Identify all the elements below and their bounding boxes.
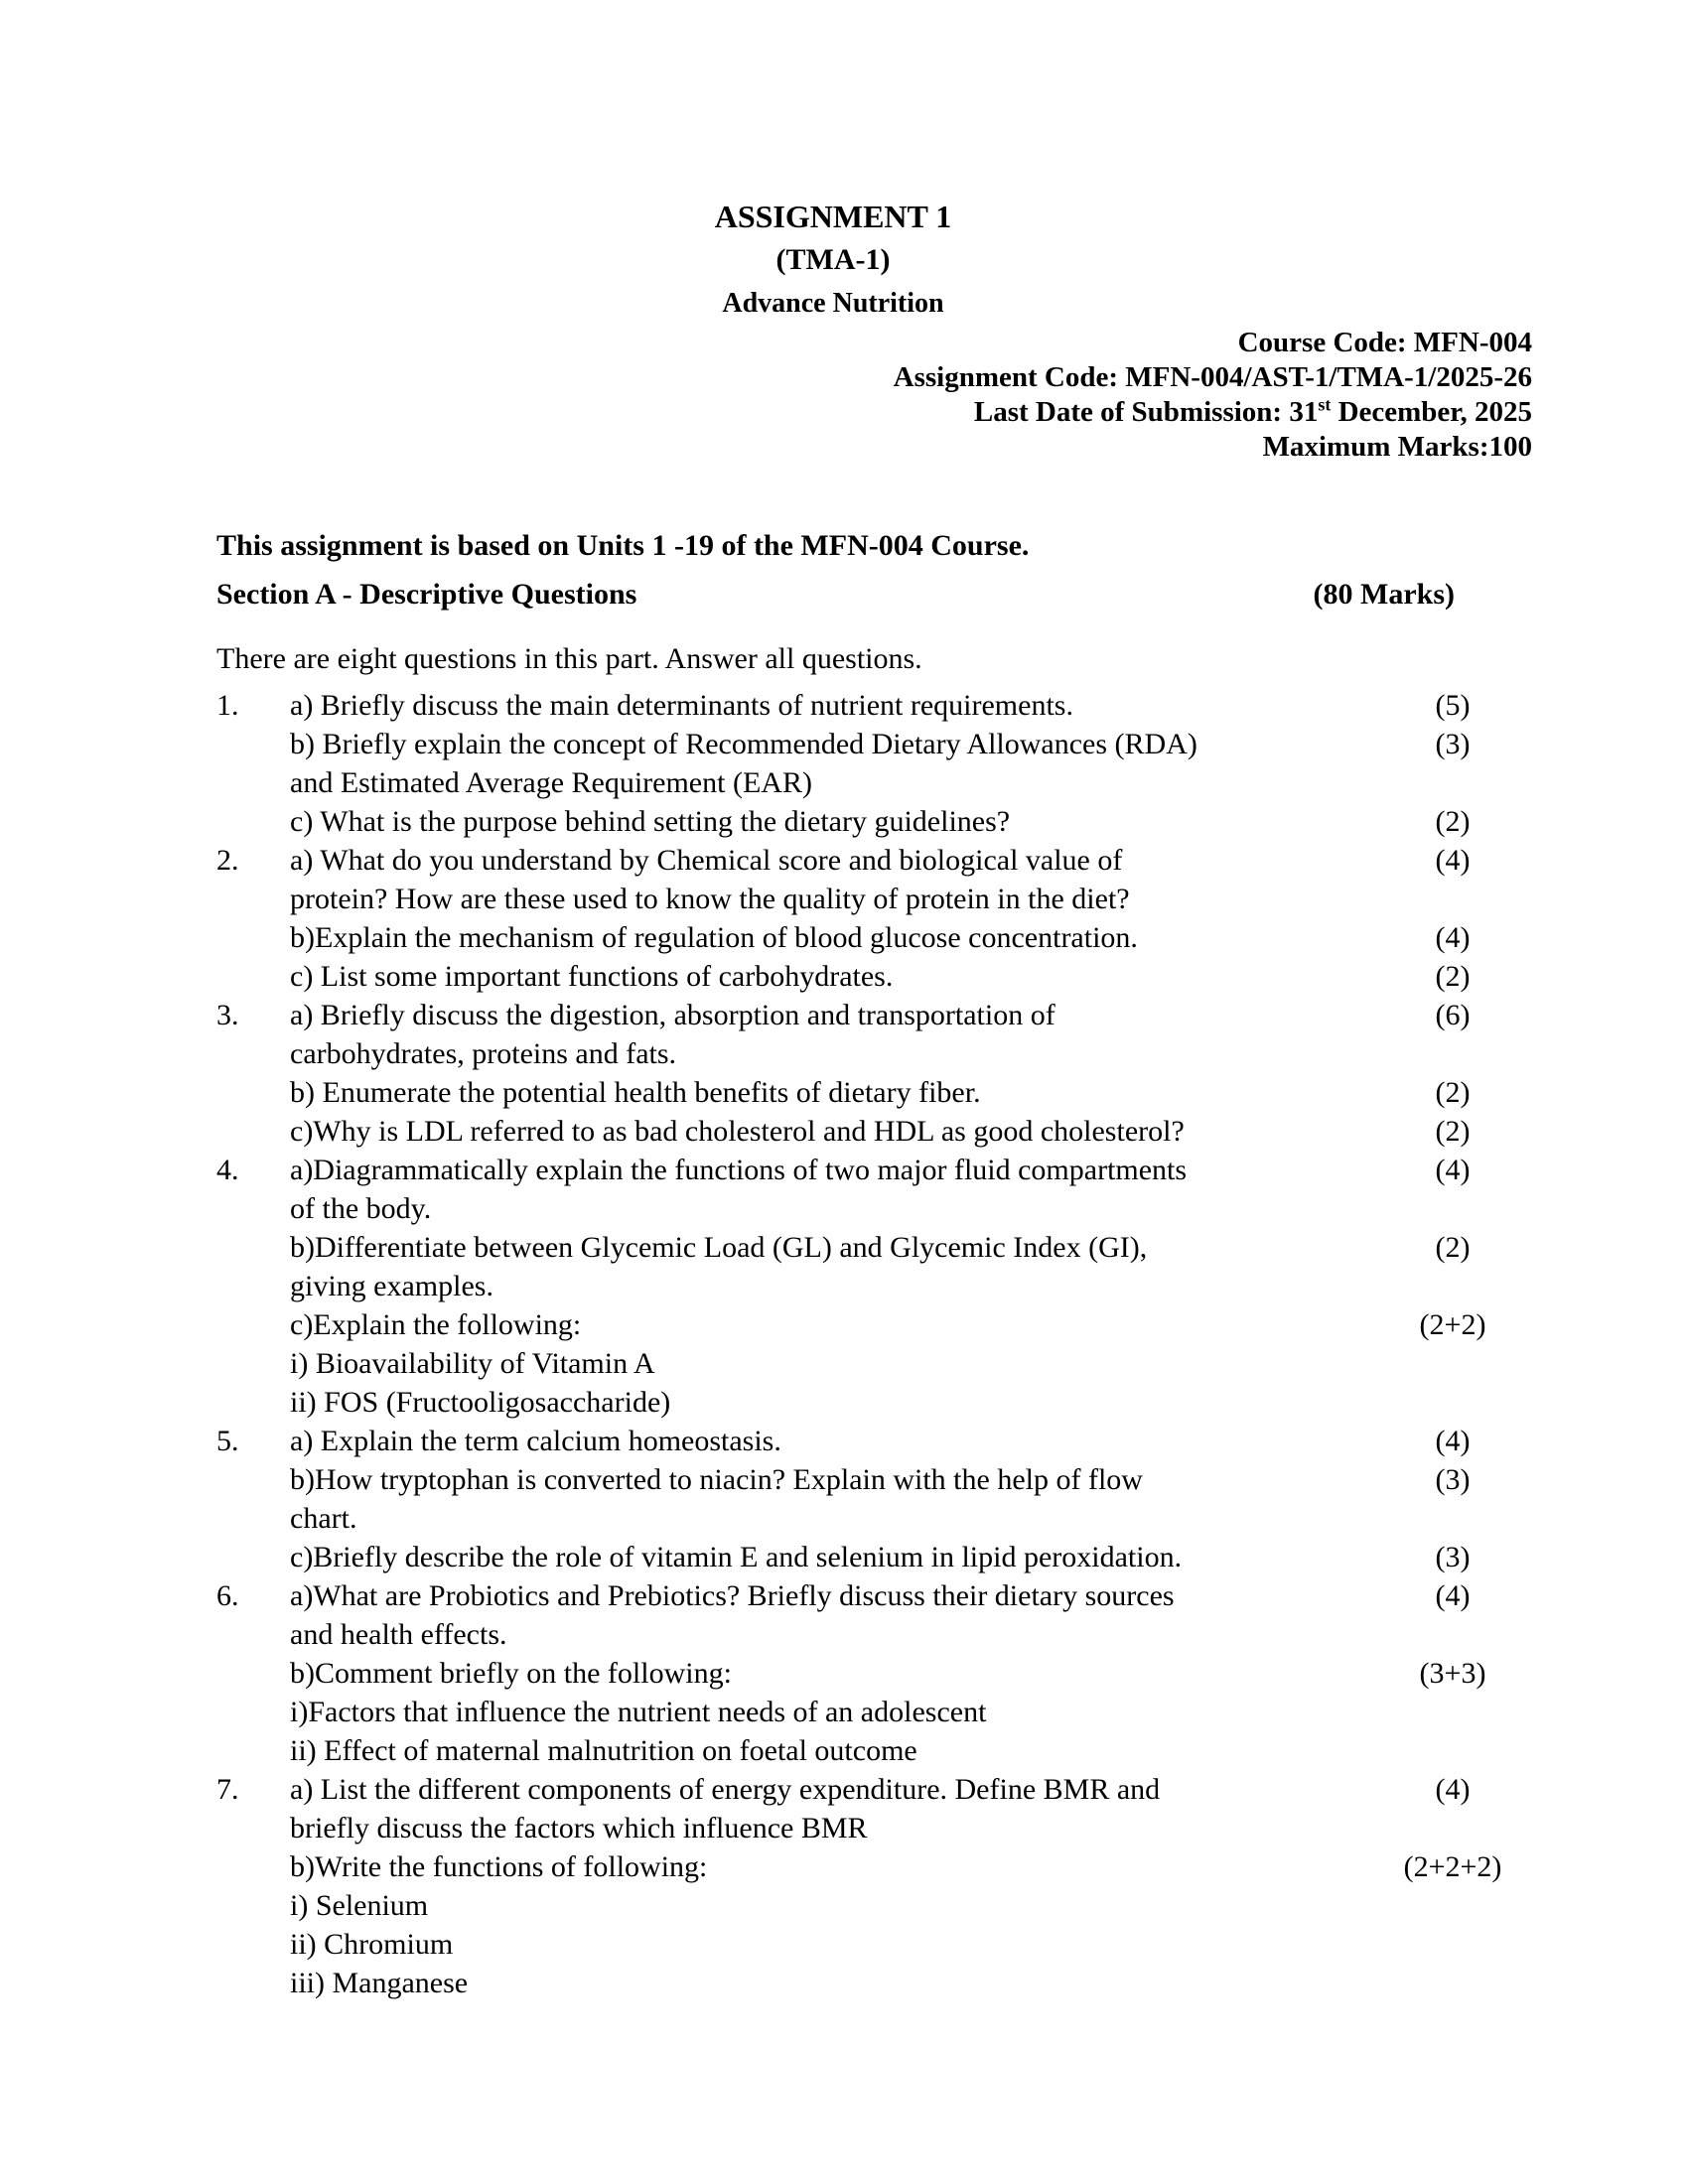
question-line xyxy=(216,1267,1512,1305)
based-on-line: This assignment is based on Units 1 -19 of the MFN-004 Course. xyxy=(216,529,1030,562)
question-number xyxy=(216,957,290,996)
question-number xyxy=(216,880,290,918)
question-line xyxy=(216,1925,1512,1964)
question-text: ii) Chromium xyxy=(290,1928,454,1961)
question-text: b)Differentiate between Glycemic Load (GL) and Glycemic Index (GI), xyxy=(290,1231,1148,1264)
question-number: 7. xyxy=(216,1773,239,1806)
question-text: ii) Effect of maternal malnutrition on foetal outcome xyxy=(290,1734,917,1767)
question-number: 2. xyxy=(216,844,239,877)
question-line xyxy=(216,1073,1512,1112)
question-marks: (4) xyxy=(1435,1773,1471,1806)
question-line xyxy=(216,1770,1512,1809)
question-marks: (2+2) xyxy=(1419,1308,1486,1341)
question-text: protein? How are these used to know the quality of protein in the diet? xyxy=(290,883,1130,915)
submission-date-prefix: Last Date of Submission: 31 xyxy=(973,396,1319,428)
question-marks xyxy=(1393,1267,1512,1305)
question-line xyxy=(216,763,1512,802)
question-marks xyxy=(1393,880,1512,918)
question-number xyxy=(216,1925,290,1964)
question-text: of the body. xyxy=(290,1192,432,1225)
question-number xyxy=(216,802,290,841)
question-marks: (5) xyxy=(1435,689,1471,722)
question-number: 3. xyxy=(216,999,239,1031)
question-line xyxy=(216,1189,1512,1228)
question-number xyxy=(216,1654,290,1693)
question-line xyxy=(216,1538,1512,1576)
question-number xyxy=(216,1460,290,1499)
question-marks: (4) xyxy=(1435,921,1471,954)
question-marks: (4) xyxy=(1435,1154,1471,1186)
question-marks xyxy=(1393,1383,1512,1422)
question-number xyxy=(216,1383,290,1422)
question-marks: (4) xyxy=(1435,844,1471,877)
question-marks: (2) xyxy=(1435,1115,1471,1148)
question-line xyxy=(216,1847,1512,1886)
question-text: a) Briefly discuss the main determinants of nutrient requirements. xyxy=(290,689,1073,722)
questions-list xyxy=(0,686,1688,2002)
question-text: a)What are Probiotics and Prebiotics? Briefly discuss their dietary sources xyxy=(290,1579,1175,1612)
assignment-title: ASSIGNMENT 1 xyxy=(714,199,952,234)
question-line xyxy=(216,1576,1512,1615)
question-line xyxy=(216,1731,1512,1770)
question-text: giving examples. xyxy=(290,1270,493,1302)
question-marks: (2) xyxy=(1435,805,1471,838)
question-text: and Estimated Average Requirement (EAR) xyxy=(290,766,812,799)
question-line xyxy=(216,1886,1512,1925)
question-line xyxy=(216,1693,1512,1731)
document-header xyxy=(216,195,1450,326)
question-marks xyxy=(1393,1693,1512,1731)
question-line xyxy=(216,1151,1512,1189)
course-code-line: Course Code: MFN-004 xyxy=(1237,327,1532,358)
question-text: c) List some important functions of carbohydrates. xyxy=(290,960,894,993)
question-number xyxy=(216,1731,290,1770)
question-marks xyxy=(1393,1499,1512,1538)
question-text: i) Bioavailability of Vitamin A xyxy=(290,1347,655,1380)
question-number xyxy=(216,1112,290,1151)
question-marks: (3) xyxy=(1435,728,1471,760)
question-marks: (4) xyxy=(1435,1579,1471,1612)
question-line xyxy=(216,1383,1512,1422)
question-text: b) Enumerate the potential health benefits of dietary fiber. xyxy=(290,1076,981,1109)
instructions-line: There are eight questions in this part. Answer all questions. xyxy=(216,642,922,675)
question-marks: (3) xyxy=(1435,1463,1471,1496)
question-text: ii) FOS (Fructooligosaccharide) xyxy=(290,1386,671,1419)
question-marks xyxy=(1393,1925,1512,1964)
question-text: a)Diagrammatically explain the functions of two major fluid compartments xyxy=(290,1154,1188,1186)
question-marks: (4) xyxy=(1435,1425,1471,1457)
question-number xyxy=(216,1615,290,1654)
question-marks xyxy=(1393,1344,1512,1383)
question-line xyxy=(216,1615,1512,1654)
question-line xyxy=(216,1460,1512,1499)
question-number xyxy=(216,1538,290,1576)
question-text: and health effects. xyxy=(290,1618,507,1651)
question-line xyxy=(216,957,1512,996)
question-number xyxy=(216,918,290,957)
question-line xyxy=(216,918,1512,957)
question-line xyxy=(216,725,1512,763)
question-marks: (2) xyxy=(1435,960,1471,993)
question-text: a) What do you understand by Chemical score and biological value of xyxy=(290,844,1123,877)
ordinal-superscript: st xyxy=(1318,394,1332,415)
question-number xyxy=(216,1847,290,1886)
question-text: c)Explain the following: xyxy=(290,1308,582,1341)
question-line xyxy=(216,1809,1512,1847)
submission-date-line xyxy=(0,395,1532,430)
question-line xyxy=(216,1654,1512,1693)
question-marks: (3+3) xyxy=(1419,1657,1486,1690)
question-marks xyxy=(1393,1189,1512,1228)
question-text: i) Selenium xyxy=(290,1889,429,1922)
section-marks: (80 Marks) xyxy=(1313,578,1455,611)
question-number xyxy=(216,1809,290,1847)
question-number: 5. xyxy=(216,1425,239,1457)
question-number xyxy=(216,1073,290,1112)
question-text: b)Comment briefly on the following: xyxy=(290,1657,732,1690)
question-marks xyxy=(1393,763,1512,802)
question-line xyxy=(216,1034,1512,1073)
question-number xyxy=(216,1964,290,2002)
question-line xyxy=(216,880,1512,918)
question-number xyxy=(216,1267,290,1305)
question-line xyxy=(216,996,1512,1034)
question-number xyxy=(216,763,290,802)
question-line xyxy=(216,1499,1512,1538)
question-text: b)Write the functions of following: xyxy=(290,1850,708,1883)
question-line xyxy=(216,686,1512,725)
question-line xyxy=(216,1228,1512,1267)
question-number xyxy=(216,1693,290,1731)
question-text: iii) Manganese xyxy=(290,1967,469,1999)
question-marks: (2) xyxy=(1435,1076,1471,1109)
submission-date-suffix: December, 2025 xyxy=(1331,396,1532,428)
question-number xyxy=(216,1189,290,1228)
assignment-subtitle: (TMA-1) xyxy=(775,243,891,276)
question-marks: (2+2+2) xyxy=(1403,1850,1502,1883)
question-line xyxy=(216,1422,1512,1460)
question-line xyxy=(216,1964,1512,2002)
question-line xyxy=(216,1112,1512,1151)
question-line xyxy=(216,802,1512,841)
question-marks: (6) xyxy=(1435,999,1471,1031)
maximum-marks-line: Maximum Marks:100 xyxy=(1262,431,1532,463)
question-marks xyxy=(1393,1034,1512,1073)
question-text: c)Briefly describe the role of vitamin E and selenium in lipid peroxidation. xyxy=(290,1541,1183,1573)
question-text: b) Briefly explain the concept of Recommended Dietary Allowances (RDA) xyxy=(290,728,1197,760)
question-text: i)Factors that influence the nutrient needs of an adolescent xyxy=(290,1696,987,1728)
question-marks xyxy=(1393,1615,1512,1654)
question-marks xyxy=(1393,1964,1512,2002)
question-marks: (2) xyxy=(1435,1231,1471,1264)
question-number xyxy=(216,1499,290,1538)
question-text: chart. xyxy=(290,1502,357,1535)
question-line xyxy=(216,1344,1512,1383)
question-number xyxy=(216,1886,290,1925)
question-number xyxy=(216,1305,290,1344)
question-number xyxy=(216,1034,290,1073)
question-text: carbohydrates, proteins and fats. xyxy=(290,1037,677,1070)
assignment-meta-block xyxy=(0,326,1532,465)
question-number: 4. xyxy=(216,1154,239,1186)
question-number xyxy=(216,1228,290,1267)
question-text: a) List the different components of energy expenditure. Define BMR and xyxy=(290,1773,1161,1806)
question-text: a) Explain the term calcium homeostasis. xyxy=(290,1425,781,1457)
section-heading-row xyxy=(216,575,1455,614)
question-number: 6. xyxy=(216,1579,239,1612)
question-line xyxy=(216,1305,1512,1344)
question-number: 1. xyxy=(216,689,239,722)
question-text: b)Explain the mechanism of regulation of blood glucose concentration. xyxy=(290,921,1138,954)
question-number xyxy=(216,1344,290,1383)
question-text: c)Why is LDL referred to as bad cholesterol and HDL as good cholesterol? xyxy=(290,1115,1185,1148)
question-marks xyxy=(1393,1886,1512,1925)
question-text: briefly discuss the factors which influence BMR xyxy=(290,1812,868,1844)
question-marks: (3) xyxy=(1435,1541,1471,1573)
question-marks xyxy=(1393,1809,1512,1847)
question-text: a) Briefly discuss the digestion, absorption and transportation of xyxy=(290,999,1055,1031)
assignment-code-line: Assignment Code: MFN-004/AST-1/TMA-1/2025-26 xyxy=(893,361,1532,393)
question-text: c) What is the purpose behind setting the dietary guidelines? xyxy=(290,805,1011,838)
question-text: b)How tryptophan is converted to niacin? Explain with the help of flow xyxy=(290,1463,1143,1496)
question-line xyxy=(216,841,1512,880)
question-number xyxy=(216,725,290,763)
question-marks xyxy=(1393,1731,1512,1770)
course-title: Advance Nutrition xyxy=(722,288,944,319)
section-heading: Section A - Descriptive Questions xyxy=(216,578,637,611)
